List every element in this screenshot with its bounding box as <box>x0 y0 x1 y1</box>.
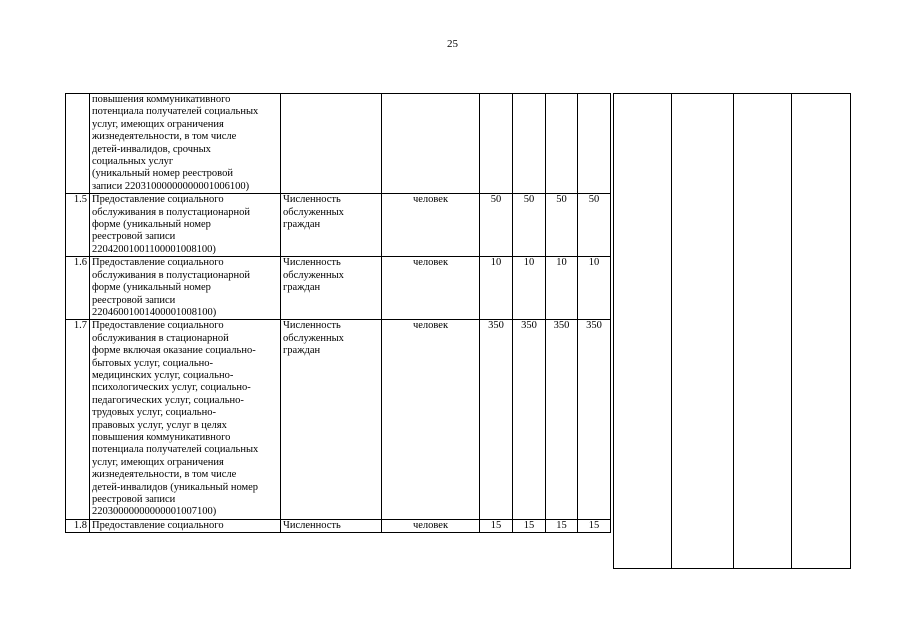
value-v4: 10 <box>578 257 611 320</box>
value-v2: 350 <box>513 320 546 520</box>
row-index: 1.6 <box>66 257 90 320</box>
table-row <box>66 194 611 257</box>
text-line: реестровой записи <box>92 231 176 243</box>
text-line: реестровой записи <box>92 294 176 306</box>
text-line: педагогических услуг, социально- <box>92 394 244 406</box>
value-v3 <box>546 94 578 194</box>
unit-of-measure: человек <box>382 257 480 320</box>
table-row <box>66 94 611 194</box>
row-index: 1.7 <box>66 320 90 520</box>
text-line: обслуживания в полустационарной <box>92 269 250 281</box>
value-v1: 10 <box>480 257 513 320</box>
text-line: граждан <box>283 282 321 294</box>
text-line: обслуживания в стационарной <box>92 332 229 344</box>
value-v4 <box>578 94 611 194</box>
text-line: социальных услуг <box>92 156 174 168</box>
text-line: Численность <box>283 194 341 206</box>
indicator-name <box>281 519 382 532</box>
text-line: обслуженных <box>283 269 344 281</box>
text-line: правовых услуг, услуг в целях <box>92 419 227 431</box>
text-line: форме (уникальный номер <box>92 219 211 231</box>
value-v2 <box>513 94 546 194</box>
page-number: 25 <box>447 38 458 50</box>
value-v3: 50 <box>546 194 578 257</box>
text-line: (уникальный номер реестровой <box>92 168 233 180</box>
right-empty-columns <box>613 93 851 569</box>
text-line: Численность <box>283 320 341 332</box>
service-description <box>90 94 281 194</box>
value-v4: 350 <box>578 320 611 520</box>
unit-of-measure <box>382 94 480 194</box>
service-description <box>90 257 281 320</box>
text-line: Предоставление социального <box>92 194 224 206</box>
empty-cell <box>734 94 792 569</box>
text-line: 22046001001400001008100) <box>92 306 217 318</box>
text-line: детей-инвалидов, срочных <box>92 143 211 155</box>
empty-cell <box>672 94 734 569</box>
value-v2: 15 <box>513 519 546 532</box>
service-description <box>90 194 281 257</box>
table-row <box>66 257 611 320</box>
text-line: жизнедеятельности, в том числе <box>92 131 237 143</box>
text-line: бытовых услуг, социально- <box>92 357 214 369</box>
text-line: жизнедеятельности, в том числе <box>92 469 237 481</box>
text-line: записи 22031000000000001006100) <box>92 180 250 192</box>
text-line: потенциала получателей социальных <box>92 106 259 118</box>
value-v3: 10 <box>546 257 578 320</box>
value-v3: 15 <box>546 519 578 532</box>
text-line: граждан <box>283 345 321 357</box>
table-row <box>66 519 611 532</box>
value-v1: 350 <box>480 320 513 520</box>
indicator-name <box>281 320 382 520</box>
text-line: повышения коммуникативного <box>92 431 231 443</box>
text-line: медицинских услуг, социально- <box>92 369 234 381</box>
text-line: психологических услуг, социально- <box>92 382 251 394</box>
text-line: Численность <box>283 257 341 269</box>
table-body <box>66 94 611 533</box>
row-index: 1.8 <box>66 519 90 532</box>
text-line: обслуженных <box>283 332 344 344</box>
value-v4: 15 <box>578 519 611 532</box>
text-line: обслуженных <box>283 206 344 218</box>
text-line: Предоставление социального <box>92 257 224 269</box>
value-v3: 350 <box>546 320 578 520</box>
row-index <box>66 94 90 194</box>
text-line: Предоставление социального <box>92 320 224 332</box>
text-line: граждан <box>283 219 321 231</box>
text-line: повышения коммуникативного <box>92 94 231 105</box>
text-line: Предоставление социального <box>92 519 224 531</box>
service-description <box>90 320 281 520</box>
text-line: форме включая оказание социально- <box>92 345 256 357</box>
value-v1: 50 <box>480 194 513 257</box>
indicator-name <box>281 194 382 257</box>
value-v1 <box>480 94 513 194</box>
text-line: форме (уникальный номер <box>92 282 211 294</box>
service-description <box>90 519 281 532</box>
value-v4: 50 <box>578 194 611 257</box>
empty-cell <box>614 94 672 569</box>
text-line: обслуживания в полустационарной <box>92 206 250 218</box>
text-line: реестровой записи <box>92 494 176 505</box>
text-line: услуг, имеющих ограничения <box>92 118 224 130</box>
empty-cell <box>792 94 851 569</box>
services-table <box>65 93 611 533</box>
table-row <box>66 320 611 520</box>
indicator-name <box>281 257 382 320</box>
unit-of-measure: человек <box>382 320 480 520</box>
value-v2: 50 <box>513 194 546 257</box>
text-line: детей-инвалидов (уникальный номер <box>92 481 259 493</box>
text-line: трудовых услуг, социально- <box>92 407 216 419</box>
text-line: 22030000000000001007100) <box>92 506 217 518</box>
value-v2: 10 <box>513 257 546 320</box>
value-v1: 15 <box>480 519 513 532</box>
unit-of-measure: человек <box>382 519 480 532</box>
row-index: 1.5 <box>66 194 90 257</box>
text-line: потенциала получателей социальных <box>92 444 259 456</box>
text-line: 22042001001100001008100) <box>92 243 216 255</box>
text-line: Численность <box>283 519 341 531</box>
text-line: услуг, имеющих ограничения <box>92 456 224 468</box>
indicator-name <box>281 94 382 194</box>
unit-of-measure: человек <box>382 194 480 257</box>
